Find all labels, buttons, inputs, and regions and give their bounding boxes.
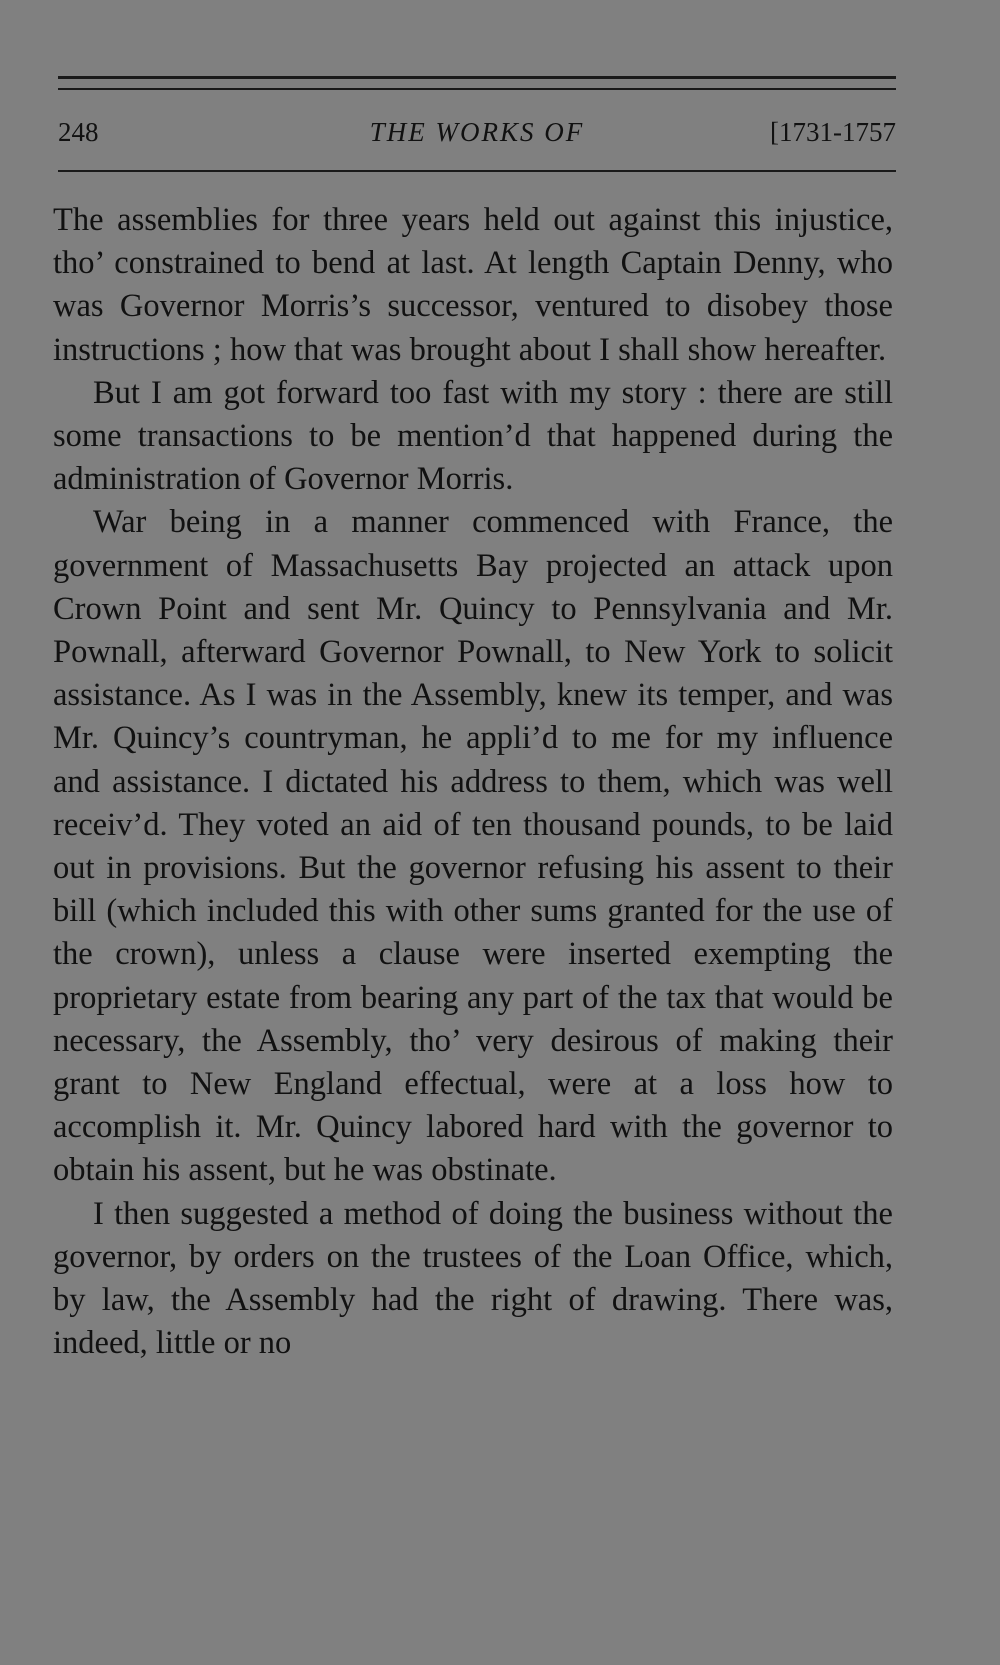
paragraph-2: But I am got forward too fast with my story : there are still some transactions to be mention’d that happened during the administration of Governor Morris. — [53, 374, 893, 498]
page-number: 248 — [58, 117, 99, 147]
running-title: THE WORKS OF — [369, 117, 585, 147]
header-rule — [58, 170, 896, 172]
top-rule-thin — [58, 88, 896, 90]
running-header — [58, 112, 896, 152]
top-rule-thick — [58, 76, 896, 79]
date-range: [1731-1757 — [770, 117, 896, 147]
paragraph-4: I then suggested a method of doing the business without the governor, by orders on the trustees of the Loan Office, which, by law, the Assembly had the right of drawing. There was, indeed, little or no — [53, 1195, 893, 1362]
paragraph-3: War being in a manner commenced with France, the government of Massachusetts Bay projected an attack upon Crown Point and sent Mr. Quincy to Pennsylvania and Mr. Pownall, afterward Governor Pownall, to New York to solicit assistance. As I was in the Assembly, knew its temper, and was Mr. Quincy’s countryman, he appli’d to me for my influence and assistance. I dictated his address to them, which was well receiv’d. They voted an aid of ten thousand pounds, to be laid out in provisions. But the governor refusing his assent to their bill (which included this with other sums granted for the use of the crown), unless a clause were inserted exempting the proprietary estate from bearing any part of the tax that would be necessary, the Assembly, tho’ very desirous of making their grant to New England effectual, were at a loss how to accomplish it. Mr. Quincy labored hard with the governor to obtain his assent, but he was obstinate. — [53, 504, 893, 1189]
body-text — [53, 199, 893, 1365]
paragraph-1: The assemblies for three years held out against this injustice, tho’ constrained to bend at last. At length Captain Denny, who was Governor Morris’s successor, ventured to disobey those instructions ; how that was brought about I shall show hereafter. — [53, 202, 893, 368]
